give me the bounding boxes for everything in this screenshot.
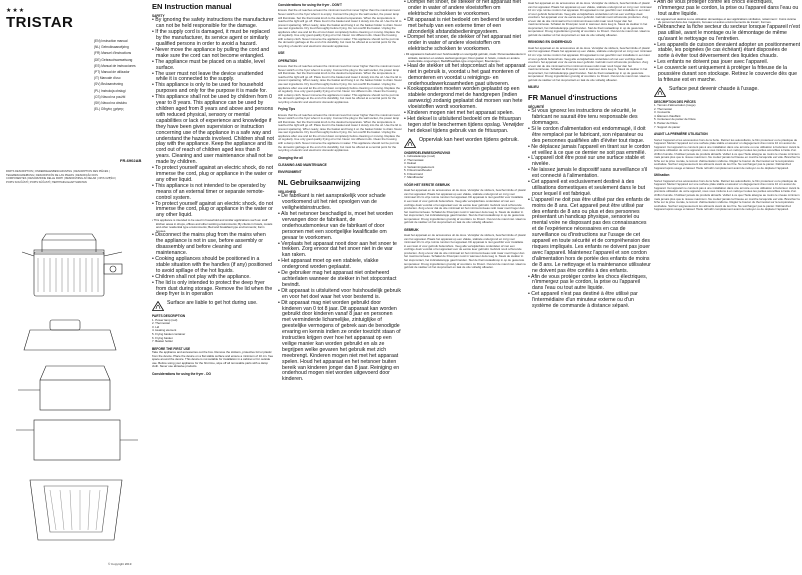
- en-body-text: Ensure that the oil reaches at least the minimum level but never higher than the maximum level. Never switch on the fryer when it is empty. Connect the plug to the wall socket, the power lamp will illuminate. Set the thermostat knob to the desired temperature. When the temperature is reached the light will go off. Place food in the basket and lower it slowly into the oil. Use the lid to prevent spattering. When ready, raise the basket and hang it on the basket holder to drain. Never use wet ingredients. Dry food thoroughly before frying. Do not overfill the basket. Unplug the appliance after use and let the oil cool down completely before cleaning or moving. Replace the oil regularly. Use only good quality frying oil or fat. Never mix different oils. Clean the housing with a damp cloth. Never immerse the appliance in water. This appliance should not be put into the domestic garbage at the end of its durability, but must be offered at a central point for the recycling of electric and electronic domestic appliances.: [278, 112, 402, 153]
- parts-description-languages: PARTS DESCRIPTION | ONDERDELENBESCHRIJVING | DESCRIPTION DES PIÈCES | TEILEBESCHREIBUNG | DESCRIPCIÓN DE LAS PIEZAS | DESCRIÇÃO DOS COMPONENTES | DESCRIZIONE DELLE PARTI | BESKRIVNING AV DELAR | OPIS CZĘŚCI | POPIS SOUČÁSTÍ | POPIS SÚČASTÍ | ΠΕΡΙΓΡΑΦΗ ΕΞΑΡΤΗΜΑΤΩΝ: [6, 170, 117, 184]
- fr-safety-item: • Ne laissez jamais le dispositif sans surveillance s'il est connecté à l'alimentation.: [528, 167, 648, 180]
- toc-item: (CS) Návod na použití: [94, 94, 126, 99]
- en-before-label: BEFORE THE FIRST USE: [152, 346, 191, 351]
- nl-column-1: [404, 0, 526, 575]
- fr-safety-item: • Ne déplacez jamais l'appareil en tirant sur le cordon et veillez à ce que ce dernier ne soit pas emmêlé.: [528, 143, 651, 156]
- nl-safety-item: • Kinderen mogen niet met het apparaat spelen.: [404, 110, 514, 117]
- en-safety-item: • To protect yourself against an electric shock, do not immerse the cord, plug or appliance in the water or any other liquid.: [152, 200, 274, 219]
- nl-before-label: VÓÓR HET EERSTE GEBRUIK: [404, 182, 450, 187]
- nl-hot-surface-warning: Oppervlak kan heet worden tijdens gebruik.: [404, 138, 526, 148]
- list-item: 1. Power lamp (red): [152, 317, 178, 322]
- toc-item: (PT) Manual de utilizador: [94, 70, 130, 75]
- en-heading: [152, 2, 274, 11]
- fr-safety-item: • Cet appareil est exclusivement destiné à des utilisations domestiques et seulement dans le but pour lequel il est fabriqué.: [528, 179, 646, 197]
- list-item: 3. Lid: [152, 324, 160, 329]
- nl-safety-item: • De fabrikant is niet aansprakelijk voor schade voortkomend uit het niet opvolgen van de veiligheidsinstructies.: [278, 193, 386, 212]
- nl-lang-code: NL: [278, 177, 288, 187]
- nl-safety-item: • Haal de stekker uit het stopcontact als het apparaat niet in gebruik is, voordat u het gaat monteren of demonteren en voordat u reinigings- en onderhoudswerkzaamheden gaat uitvoeren.: [404, 62, 526, 87]
- nl-safety-item: • Het deksel is uitsluitend bedoeld om de frituurpan tegen stof te beschermen tijdens opslag. Verwijder het deksel tijdens gebruik van de frituurpan.: [404, 115, 524, 134]
- nl-fr-column: [528, 0, 652, 575]
- fr-safety-item: • Si vous ignorez les instructions de sécurité, le fabricant ne saurait être tenu responsable des dommages.: [528, 108, 638, 126]
- list-item: 6. Panier de friture: [654, 121, 678, 126]
- nl-safety-item: • Als het netsnoer beschadigd is, moet het worden vervangen door de fabrikant, de onderhoudsmonteur van de fabrikant of door personen met een soortgelijke kwalificatie om gevaar te voorkomen.: [278, 211, 394, 241]
- en-safety-item: • The user must not leave the device unattended while it is connected to the supply.: [152, 70, 264, 83]
- nl-parts-label: ONDERDELENBESCHRIJVING: [404, 150, 451, 155]
- fr-safety-item: • L'appareil ne doit pas être utilisé par des enfants de moins de 8 ans. Cet appareil peut être utilisé par des enfants de 8 ans ou plus et des personnes présentant un handicap physique, sensoriel ou mental voire ne disposant pas des connaissances et de l'expérience nécessaires en cas de surveillance ou d'instructions sur l'usage de cet appareil en toute sécurité et de compréhension des risques impliqués. Les enfants ne doivent pas jouer avec l'appareil. Maintenez l'appareil et son cordon d'alimentation hors de portée des enfants de moins de 8 ans. Le nettoyage et la maintenance utilisateur ne doivent pas être confiés à des enfants.: [528, 196, 651, 274]
- nl-safety-item: • Verplaats het apparaat nooit door aan het snoer te trekken. Zorg ervoor dat het snoer niet in de war kan raken.: [278, 240, 397, 259]
- toc-item: (NL) Gebruiksaanwijzing: [94, 45, 129, 50]
- list-item: 6. Frying basket: [152, 335, 173, 340]
- en-safety-item: • Never move the appliance by pulling the cord and make sure the cord can not become entangled.: [152, 46, 270, 59]
- toc-item: (PL) Instrukcja obsługi: [94, 88, 126, 93]
- list-item: 7. Basket holder: [152, 339, 173, 344]
- en-environment-label: ENVIRONMENT: [278, 170, 302, 175]
- fryer-illustration: [12, 222, 142, 302]
- brand-stars: ★★★: [6, 8, 26, 14]
- en-cleaning-label: CLEANING AND MAINTENANCE: [278, 163, 327, 168]
- cover-column: [2, 0, 148, 575]
- fr-lang-code: FR: [528, 92, 538, 102]
- list-item: 2. Thermostat: [654, 106, 672, 111]
- nl-cleaning-label: REINIGING EN ONDERHOUD: [528, 40, 572, 45]
- nl-body-text: Haal het apparaat en de accessoires uit de doos. Verwijder de stickers, beschermfolie of plastic van het apparaat. Plaats het apparaat op een vlakke, stabiele ondergrond en zorg voor minimaal 10 cm vrije ruimte rondom het apparaat. Dit apparaat is niet geschikt voor installatie in een kast of voor gebruik buitenshuis. Veeg alle verwijderbare onderdelen af met een vochtige doek voordat u het apparaat voor de eerste keer gebruikt. Gebruik nooit schurende producten. Zorg ervoor dat de olie minimaal tot het minimumniveau reikt maar nooit hoger dan het maximumniveau. Schakel de frituurpan nooit in wanneer deze leeg is. Steek de stekker in het stopcontact, het indicatielampje gaat branden. Stel de thermostaatknop in op de gewenste temperatuur. Droog ingrediënten grondig af voordat u ze frituurt. Overvul de mand niet. Haal na gebruik de stekker uit het stopcontact en laat de olie volledig afkoelen.: [404, 188, 526, 225]
- fr-before-label: AVANT LA PREMIÈRE UTILISATION: [654, 132, 708, 137]
- list-item: 5. Frituurmandhouder: [404, 168, 432, 173]
- en-safety-item: • This appliance is not intended to be operated by means of an external timer or separate remote-control system.: [152, 182, 266, 201]
- brand-logo: [6, 8, 148, 32]
- en-hot-surface-warning: Surface are liable to get hot during use.: [152, 301, 274, 311]
- en-safety-label: SAFETY: [152, 14, 165, 18]
- fr-safety-item: • L'appareil doit être posé sur une surface stable et nivelée.: [528, 155, 645, 168]
- brand-name: TRISTAR: [6, 14, 74, 31]
- toc-item: (SV) Bruksanvisning: [94, 82, 123, 87]
- fr-body-text: Sortez l'appareil et les accessoires hors de la boîte. Retirez les autocollants, le film protecteur ou le plastique de l'appareil. Mettez l'appareil sur une surface plate stable et assurez un dégagement d'au moins 10 cm autour de l'appareil. Cet appareil ne convient pas à une installation dans une armoire ou une utilisation à l'extérieur. Avant la première utilisation de votre appareil, nous vous invitons à en nettoyer toutes les parties amovibles à l'aide d'un chiffon humide. N'utilisez jamais de produits abrasifs. Veillez à ce que l'huile atteigne au moins le niveau minimum mais jamais plus que le niveau maximum. Ne mettez jamais la friteuse en marche lorsqu'elle est vide. Branchez la fiche sur la prise murale, le témoin d'alimentation s'allume. Réglez le bouton du thermostat sur la température souhaitée. Séchez soigneusement les aliments avant de les frire. Ne surchargez pas le panier. Débranchez l'appareil après usage et laissez l'huile refroidir complètement avant de nettoyer ou de déplacer l'appareil.: [654, 137, 800, 170]
- nl-safety-item: • Dit apparaat mag niet worden gebruikt door kinderen van 0 tot 8 jaar. Dit apparaat kan worden gebruikt door kinderen vanaf 8 jaar en personen met verminderde lichamelijke, zintuiglijke of geestelijke vermogens of gebrek aan de benodigde ervaring en kennis indien ze onder toezicht staan of instructies krijgen over hoe het apparaat op een veilige manier kan worden gebruikt en als ze begrijpen welke gevaren het gebruik met zich meebrengt. Kinderen mogen niet met het apparaat spelen. Houd het apparaat en het netsnoer buiten bereik van kinderen jonger dan 8 jaar. Reiniging en onderhoud mogen niet worden uitgevoerd door kinderen.: [278, 299, 401, 383]
- en-column-2: [278, 0, 402, 575]
- en-safety-item: • Children shall not play with the appliance.: [152, 273, 251, 280]
- toc-item: (EN) Instruction manual: [94, 39, 128, 43]
- en-frying-label: Frying Tips: [278, 107, 296, 112]
- en-safety-item: • Cooking appliances should be positioned in a stable situation with the handles (if any) positioned to avoid spillage of the hot liquids.: [152, 256, 272, 274]
- toc-item: (DE) Gebrauchsanweisung: [94, 57, 133, 62]
- list-item: 4. Heating element: [152, 328, 177, 333]
- en-dont-label: Considerations for using the fryer - DON'T: [278, 3, 342, 7]
- en-parts-label: PARTS DESCRIPTION: [152, 314, 186, 319]
- nl-safety-item: • Het apparaat moet op een stabiele, vlakke ondergrond worden geplaatst.: [278, 258, 379, 271]
- en-safety-item: • The lid is only intended to protect the deep fryer from dust during storage. Remove the lid when the deep fryer is in operation: [152, 279, 273, 298]
- nl-safety-item: • Dit apparaat is bedoeld voor huishoudelijk en soortgelijk gebruik, zoals: Personeelskeukens in winkels, kantoren en andere werkomgevingen; Door gasten in hotels, motels en andere residentiële omgevingen; Bed&Breakfast-type omgevingen; Boerderijen.: [404, 52, 526, 64]
- toc-item: (ES) Manual de instrucciones: [94, 63, 136, 68]
- fr-safety-item: • Afin de vous protéger contre les chocs électriques, n'immergez pas le cordon, la prise ou l'appareil dans l'eau ou tout autre liquide.: [654, 0, 799, 17]
- en-column-1: [152, 0, 274, 575]
- nl-body-text: Haal het apparaat en de accessoires uit de doos. Verwijder de stickers, beschermfolie of plastic van het apparaat. Plaats het apparaat op een vlakke, stabiele ondergrond en zorg voor minimaal 10 cm vrije ruimte rondom het apparaat. Dit apparaat is niet geschikt voor installatie in een kast of voor gebruik buitenshuis. Veeg alle verwijderbare onderdelen af met een vochtige doek voordat u het apparaat voor de eerste keer gebruikt. Gebruik nooit schurende producten. Zorg ervoor dat de olie minimaal tot het minimumniveau reikt maar nooit hoger dan het maximumniveau. Schakel de frituurpan nooit in wanneer deze leeg is. Steek de stekker in het stopcontact, het indicatielampje gaat branden. Stel de thermostaatknop in op de gewenste temperatuur. Droog ingrediënten grondig af voordat u ze frituurt. Overvul de mand niet. Haal na gebruik de stekker uit het stopcontact en laat de olie volledig afkoelen.: [528, 45, 652, 82]
- nl-safety-item: • Dompel het snoer, de stekker of het apparaat niet onder in water of andere vloeistoffen om elektrische schokken te voorkomen.: [404, 34, 521, 53]
- en-safety-item: • This appliance shall not be used by children from 0 year to 8 years. This appliance can be used by children aged from 8 years and above and persons with reduced physical, sensory or mental capabilities or lack of experience and knowledge if they have been given supervision or instruction concerning use of the appliance in a safe way and understand the hazards involved. Children shall not play with the appliance. Keep the appliance and its cord out of reach of children aged less than 8 years. Cleaning and user maintenance shall not be made by children.: [152, 94, 274, 166]
- parts-illustration: [10, 310, 144, 560]
- en-considerations-label: Considerations for using the fryer - DO: [152, 371, 211, 376]
- nl-parts-list: [404, 155, 526, 180]
- nl-safety-item: • Dit apparaat is niet bedoeld om bediend te worden met behulp van een externe timer of een afzonderlijk afstandsbedieningsysteem.: [404, 16, 524, 35]
- list-item: 7. Support du panier: [654, 124, 681, 129]
- list-item: 5. Frying basket container: [152, 331, 186, 336]
- nl-title: Gebruiksaanwijzing: [289, 177, 361, 187]
- nl-body-text: Haal het apparaat en de accessoires uit de doos. Verwijder de stickers, beschermfolie of plastic van het apparaat. Plaats het apparaat op een vlakke, stabiele ondergrond en zorg voor minimaal 10 cm vrije ruimte rondom het apparaat. Dit apparaat is niet geschikt voor installatie in een kast of voor gebruik buitenshuis. Veeg alle verwijderbare onderdelen af met een vochtige doek voordat u het apparaat voor de eerste keer gebruikt. Gebruik nooit schurende producten. Zorg ervoor dat de olie minimaal tot het minimumniveau reikt maar nooit hoger dan het maximumniveau. Schakel de frituurpan nooit in wanneer deze leeg is. Steek de stekker in het stopcontact, het indicatielampje gaat branden. Stel de thermostaatknop in op de gewenste temperatuur. Droog ingrediënten grondig af voordat u ze frituurt. Overvul de mand niet. Haal na gebruik de stekker uit het stopcontact en laat de olie volledig afkoelen.: [404, 233, 526, 270]
- fr-safety-label: SÉCURITÉ: [528, 104, 545, 109]
- nl-safety-item: • Dompel het snoer, de stekker of het apparaat niet onder in water of andere vloeistoffen om elektrische schokken te voorkomen.: [404, 0, 521, 17]
- nl-safety-label: VEILIGHEID: [278, 189, 297, 194]
- en-safety-item: • This appliance is only to be used for household purposes and only for the purpose it is made for.: [152, 82, 268, 95]
- fr-safety-item: • Cet appareil n'est pas destiné à être utilisé par l'intermédiaire d'un minuteur externe ou d'un système de commande à distance séparé.: [528, 291, 638, 310]
- fr-safety-item: • Cet appareil est destiné à une utilisation domestique et aux applications similaires, notamment : Coins cuisine du personnel dans des magasins, bureaux et autres environnements de travail ; Fermes.: [654, 16, 797, 25]
- list-item: 6. Frituurmand: [404, 171, 423, 176]
- fr-safety-item: • Si le cordon d'alimentation est endommagé, il doit être remplacé par le fabricant, son réparateur ou des personnes qualifiées afin d'éviter tout risque.: [528, 125, 646, 144]
- en-safety-item: • If the supply cord is damaged, it must be replaced by the manufacturer, its service agent or similarly qualified persons in order to avoid a hazard.: [152, 29, 270, 48]
- en-before-text: Take the appliance and accessories out the box. Remove the stickers, protective foil or plastic from the device. Place the device on a flat stable surface and ensure a minimum of 10 cm. free space around the device. This device is not suitable for installation in a cabinet or for outside use. Before using your appliance for the first time, wipe off all removable parts with a damp cloth. Never use abrasive products.: [152, 350, 274, 369]
- fr-hot-surface-warning: Surface peut devenir chaude à l'usage.: [654, 87, 800, 97]
- list-item: 4. Verwarmingselement: [404, 164, 435, 169]
- fr-heading: [528, 93, 652, 102]
- en-safety-item: • By ignoring the safety instructions the manufacturer can not be held responsible for the damage.: [152, 17, 274, 30]
- list-item: 3. Deksel: [404, 161, 417, 166]
- fr-title: Manuel d'instructions: [540, 92, 618, 102]
- fr-safety-item: • Les appareils de cuisson devraient adopter un positionnement stable, les poignées (le cas échéant) étant disposées de sorte à éviter tout déversement des liquides chauds.: [654, 41, 800, 60]
- list-item: 5. Conteneur de panier de friture: [654, 117, 696, 122]
- en-safety-item: • The appliance must be placed on a stable, level surface.: [152, 58, 265, 71]
- en-body-text: Ensure that the oil reaches at least the minimum level but never higher than the maximum level. Never switch on the fryer when it is empty. Connect the plug to the wall socket, the power lamp will illuminate. Set the thermostat knob to the desired temperature. When the temperature is reached the light will go off. Place food in the basket and lower it slowly into the oil. Use the lid to prevent spattering. When ready, raise the basket and hang it on the basket holder to drain. Never use wet ingredients. Dry food thoroughly before frying. Do not overfill the basket. Unplug the appliance after use and let the oil cool down completely before cleaning or moving. Replace the oil regularly. Use only good quality frying oil or fat. Never mix different oils. Clean the housing with a damp cloth. Never immerse the appliance in water. This appliance should not be put into the domestic garbage at the end of its durability, but must be offered at a central point for the recycling of electric and electronic domestic appliances.: [278, 8, 402, 48]
- fr-safety-item: • Les enfants ne doivent pas jouer avec l'appareil.: [654, 59, 769, 66]
- nl-use-label: GEBRUIK: [404, 227, 419, 232]
- en-safety-item: • Disconnect the mains plug from the mains when the appliance is not in use, before assembly or disassembly and before cleaning and maintenance.: [152, 232, 266, 257]
- list-item: 3. Couvercle: [654, 110, 671, 115]
- model-number: FR-6902AB: [120, 158, 142, 163]
- en-title: Instruction manual: [164, 2, 232, 11]
- en-parts-list: [152, 319, 274, 344]
- toc-item: (IT) Manuale d'uso: [94, 76, 121, 81]
- list-item: 2. Thermostat: [152, 321, 170, 326]
- nl-heading: [278, 178, 402, 187]
- language-index: [94, 38, 148, 112]
- copyright: © Copyright 2019: [108, 562, 132, 566]
- fr-safety-item: • Débranchez la fiche secteur du secteur lorsque l'appareil n'est pas utilisé, avant le montage ou le démontage de même qu'avant le nettoyage ou l'entretien.: [654, 23, 800, 42]
- en-use-label: USE: [278, 51, 285, 56]
- hot-surface-icon: [152, 301, 164, 311]
- toc-item: (SK) Návod na obsluhu: [94, 101, 127, 106]
- nl-safety-item: • De gebruiker mag het apparaat niet onbeheerd achterlaten wanneer de stekker in het stopcontact bevindt.: [278, 270, 397, 288]
- en-oil-label: Changing the oil: [278, 155, 303, 160]
- fr-parts-list: [654, 104, 800, 129]
- en-safety-item: • This appliance is intended to be used in household and similar applications such as: staff kitchen areas in shops, offices and other working environments; By clients in hotels, motels and other residential type environments; Bed and breakfast type environments; Farm houses.: [152, 218, 273, 233]
- fr-parts-label: DESCRIPTION DES PIÈCES: [654, 99, 696, 104]
- toc-item: (EL) Οδηγίες χρήσης: [94, 107, 124, 112]
- list-item: 1. Témoin d'alimentation (rouge): [654, 103, 696, 108]
- en-lang-code: EN: [152, 2, 163, 11]
- hot-surface-icon: [654, 87, 666, 97]
- fr-use-label: Utilisation: [654, 173, 670, 178]
- hot-surface-icon: [404, 138, 416, 148]
- fr-column: [654, 0, 800, 575]
- toc-item: (FR) Manuel d'instructions: [94, 51, 132, 56]
- fr-body-text: Sortez l'appareil et les accessoires hors de la boîte. Retirez les autocollants, le film protecteur ou le plastique de l'appareil. Mettez l'appareil sur une surface plate stable et assurez un dégagement d'au moins 10 cm autour de l'appareil. Cet appareil ne convient pas à une installation dans une armoire ou une utilisation à l'extérieur. Avant la première utilisation de votre appareil, nous vous invitons à en nettoyer toutes les parties amovibles à l'aide d'un chiffon humide. N'utilisez jamais de produits abrasifs. Veillez à ce que l'huile atteigne au moins le niveau minimum mais jamais plus que le niveau maximum. Ne mettez jamais la friteuse en marche lorsqu'elle est vide. Branchez la fiche sur la prise murale, le témoin d'alimentation s'allume. Réglez le bouton du thermostat sur la température souhaitée. Séchez soigneusement les aliments avant de les frire. Ne surchargez pas le panier. Débranchez l'appareil après usage et laissez l'huile refroidir complètement avant de nettoyer ou de déplacer l'appareil.: [654, 178, 800, 212]
- en-operation-label: OPERATION: [278, 58, 297, 63]
- nl-safety-item: • Kookapparaten moeten worden geplaatst op een stabiele ondergrond met de handgrepen (indien aanwezig) zodanig geplaatst dat morsen van hete vloeistoffen wordt voorkomen.: [404, 86, 523, 111]
- nl-environment-label: MILIEU: [528, 85, 539, 90]
- list-item: 4. Élément chauffant: [654, 113, 681, 118]
- fr-safety-item: • Afin de vous protéger contre les chocs électriques, n'immergez pas le cordon, la prise ou l'appareil dans l'eau ou tout autre liquide.: [528, 273, 648, 292]
- list-item: 7. Mandhouder: [404, 175, 424, 180]
- en-body-text: Ensure that the oil reaches at least the minimum level but never higher than the maximum level. Never switch on the fryer when it is empty. Connect the plug to the wall socket, the power lamp will illuminate. Set the thermostat knob to the desired temperature. When the temperature is reached the light will go off. Place food in the basket and lower it slowly into the oil. Use the lid to prevent spattering. When ready, raise the basket and hang it on the basket holder to drain. Never use wet ingredients. Dry food thoroughly before frying. Do not overfill the basket. Unplug the appliance after use and let the oil cool down completely before cleaning or moving. Replace the oil regularly. Use only good quality frying oil or fat. Never mix different oils. Clean the housing with a damp cloth. Never immerse the appliance in water. This appliance should not be put into the domestic garbage at the end of its durability, but must be offered at a central point for the recycling of electric and electronic domestic appliances.: [278, 64, 402, 104]
- en-safety-item: • To protect yourself against an electric shock, do not immerse the cord, plug or appliance in the water or any other liquid.: [152, 165, 274, 183]
- fr-safety-item: • Le couvercle sert uniquement à protéger la friteuse de la poussière durant son stockage. Retirez le couvercle dès que la friteuse est en marche.: [654, 65, 797, 83]
- nl-safety-item: • Dit apparaat is uitsluitend voor huishoudelijk gebruik en voor het doel waar het voor bestemd is.: [278, 287, 401, 300]
- list-item: 2. Thermostaat: [404, 157, 424, 162]
- nl-body-text: Haal het apparaat en de accessoires uit de doos. Verwijder de stickers, beschermfolie of plastic van het apparaat. Plaats het apparaat op een vlakke, stabiele ondergrond en zorg voor minimaal 10 cm vrije ruimte rondom het apparaat. Dit apparaat is niet geschikt voor installatie in een kast of voor gebruik buitenshuis. Veeg alle verwijderbare onderdelen af met een vochtige doek voordat u het apparaat voor de eerste keer gebruikt. Gebruik nooit schurende producten. Zorg ervoor dat de olie minimaal tot het minimumniveau reikt maar nooit hoger dan het maximumniveau. Schakel de frituurpan nooit in wanneer deze leeg is. Steek de stekker in het stopcontact, het indicatielampje gaat branden. Stel de thermostaatknop in op de gewenste temperatuur. Droog ingrediënten grondig af voordat u ze frituurt. Overvul de mand niet. Haal na gebruik de stekker uit het stopcontact en laat de olie volledig afkoelen.: [528, 1, 652, 37]
- list-item: 1. Indicatielampje (rood): [404, 154, 436, 159]
